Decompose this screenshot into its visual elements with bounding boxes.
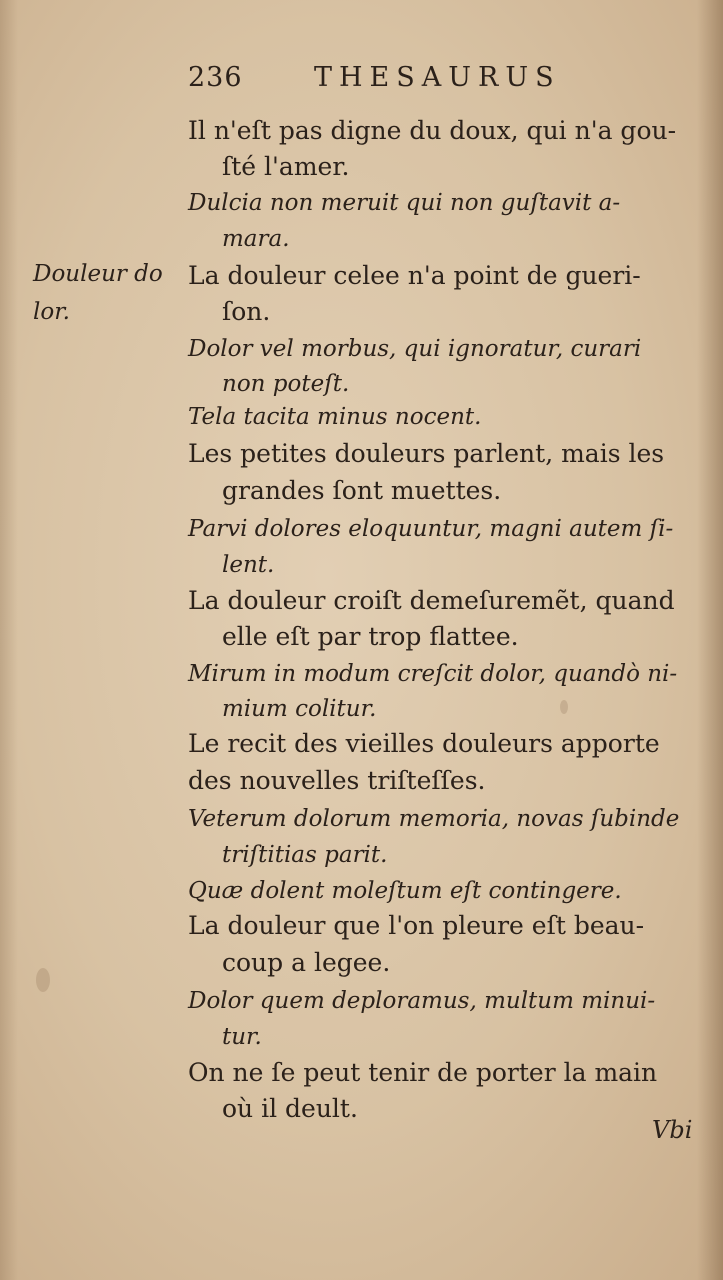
text-line: Mirum in modum creſcit dolor, quandò ni-: [188, 661, 678, 687]
text-line: triſtitias parit.: [222, 842, 388, 868]
catchword: Vbi: [652, 1116, 693, 1144]
page-edge-left: [0, 0, 18, 1280]
text-line: Veterum dolorum memoria, novas ſubinde: [188, 806, 680, 832]
text-line: La douleur celee n'a point de gueri-: [188, 261, 641, 290]
text-line: où il deult.: [222, 1094, 358, 1123]
page-edge-right: [697, 0, 723, 1280]
text-line: Quæ dolent moleſtum eſt contingere.: [188, 878, 622, 904]
text-line: ſté l'amer.: [222, 152, 350, 181]
text-line: elle eſt par trop flattee.: [222, 622, 519, 651]
text-line: Les petites douleurs parlent, mais les: [188, 439, 665, 468]
text-line: des nouvelles triſteſſes.: [188, 766, 486, 795]
page-number: 236: [188, 62, 243, 93]
text-line: lent.: [222, 552, 275, 578]
text-line: non poteſt.: [222, 371, 350, 397]
paper-stain: [36, 968, 50, 992]
text-line: Tela tacita minus nocent.: [188, 404, 482, 430]
text-line: mium colitur.: [222, 696, 377, 722]
text-line: coup a legee.: [222, 948, 391, 977]
text-line: tur.: [222, 1024, 262, 1050]
text-line: La douleur que l'on pleure eſt beau-: [188, 911, 645, 940]
text-line: On ne ſe peut tenir de porter la main: [188, 1058, 658, 1087]
text-line: ſon.: [222, 297, 271, 326]
text-line: Il n'eſt pas digne du doux, qui n'a gou-: [188, 116, 677, 145]
text-line: Dolor vel morbus, qui ignoratur, curari: [188, 336, 642, 362]
text-line: La douleur croiſt demeſuremẽt, quand: [188, 586, 675, 615]
paper-stain: [560, 700, 568, 714]
text-line: grandes ſont muettes.: [222, 476, 502, 505]
running-title: THESAURUS: [314, 62, 561, 93]
text-line: mara.: [222, 226, 290, 252]
text-line: Dolor quem deploramus, multum minui-: [188, 988, 656, 1014]
text-line: Parvi dolores eloquuntur, magni autem ſi-: [188, 516, 674, 542]
text-line: Le recit des vieilles douleurs apporte: [188, 729, 660, 758]
running-head: [188, 62, 628, 102]
margin-note: [33, 255, 163, 331]
margin-note-line: Douleur do: [33, 261, 163, 287]
margin-note-line: lor.: [33, 299, 70, 325]
text-line: Dulcia non meruit qui non guſtavit a-: [188, 190, 621, 216]
